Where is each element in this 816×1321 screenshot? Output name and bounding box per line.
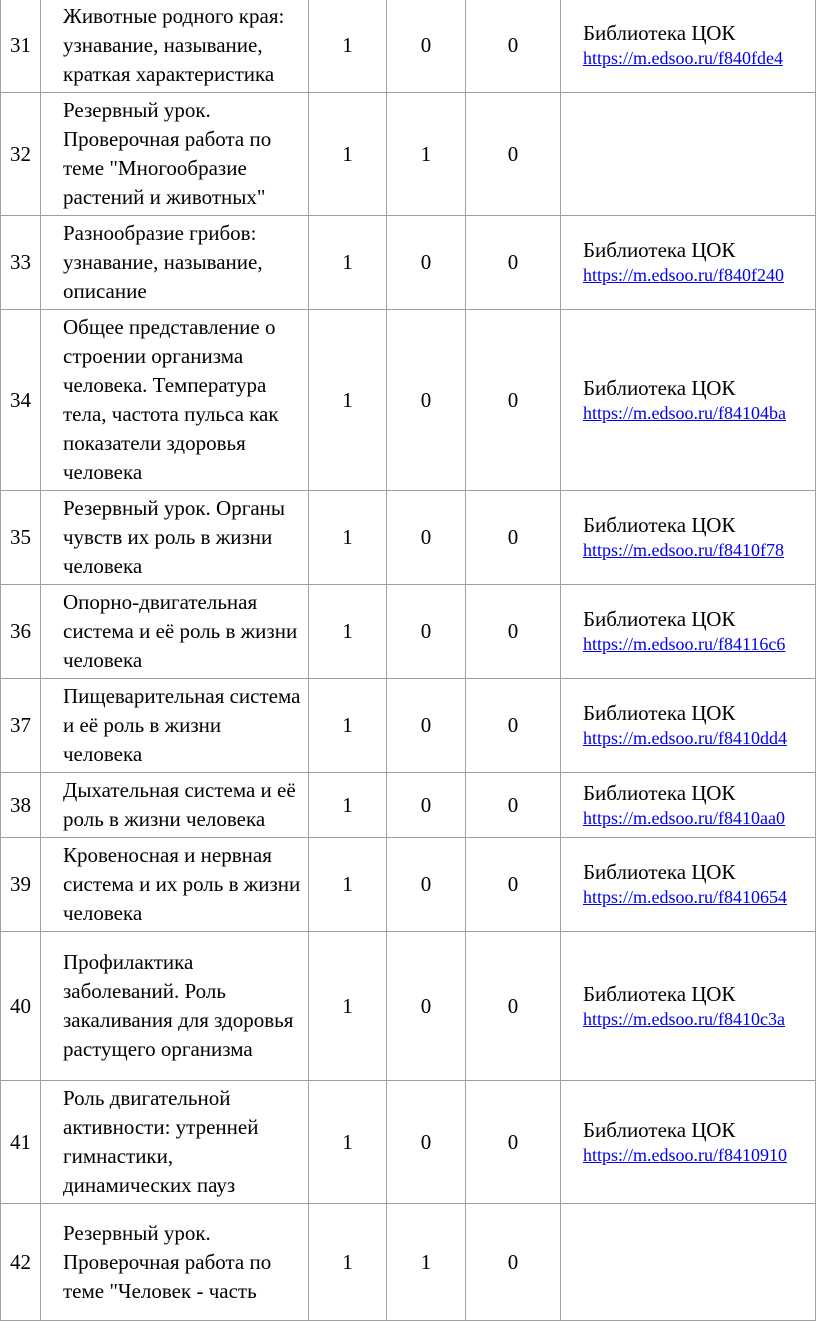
resource-cell: [561, 216, 816, 310]
practice-hours: 0: [466, 93, 561, 216]
test-hours: 0: [387, 491, 466, 585]
lesson-number: 37: [1, 679, 41, 773]
total-hours: 1: [309, 1081, 387, 1204]
practice-hours: 0: [466, 0, 561, 93]
lesson-topic: Кровеносная и нервная система и их роль в жизни человека: [41, 838, 309, 932]
total-hours: 1: [309, 0, 387, 93]
table-row: [1, 585, 816, 679]
lesson-number: 42: [1, 1204, 41, 1321]
total-hours: 1: [309, 773, 387, 838]
total-hours: 1: [309, 216, 387, 310]
practice-hours: 0: [466, 773, 561, 838]
resource-cell: [561, 679, 816, 773]
resource-library-label: Библиотека ЦОК: [583, 607, 736, 631]
table-row: [1, 932, 816, 1081]
lesson-number: 31: [1, 0, 41, 93]
resource-library-label: Библиотека ЦОК: [583, 375, 736, 400]
table-row: [1, 838, 816, 932]
resource-link[interactable]: https://m.edsoo.ru/f840fde4: [583, 48, 783, 68]
lesson-topic: Профилактика заболеваний. Роль закаливания для здоровья растущего организма: [41, 932, 309, 1081]
resource-cell: [561, 0, 816, 93]
resource-link[interactable]: https://m.edsoo.ru/f8410f78: [583, 540, 784, 560]
lesson-topic: Пищеварительная система и её роль в жизни человека: [41, 679, 309, 773]
practice-hours: 0: [466, 679, 561, 773]
practice-hours: 0: [466, 932, 561, 1081]
resource-cell: [561, 773, 816, 838]
lesson-topic: Общее представление о строении организма человека. Температура тела, частота пульса как показатели здоровья человека: [41, 310, 309, 491]
table-row: [1, 93, 816, 216]
practice-hours: 0: [466, 491, 561, 585]
practice-hours: 0: [466, 1081, 561, 1204]
lesson-topic: Роль двигательной активности: утренней гимнастики, динамических пауз: [41, 1081, 309, 1204]
test-hours: 1: [387, 93, 466, 216]
test-hours: 0: [387, 773, 466, 838]
lesson-topic: Резервный урок. Органы чувств их роль в жизни человека: [41, 491, 309, 585]
lesson-topic: Резервный урок. Проверочная работа по теме "Человек - часть: [41, 1204, 309, 1321]
resource-cell: [561, 310, 816, 491]
lesson-topic: Животные родного края: узнавание, называние, краткая характеристика: [41, 0, 309, 93]
resource-link[interactable]: https://m.edsoo.ru/f84104ba: [583, 402, 786, 423]
test-hours: 0: [387, 0, 466, 93]
resource-cell: [561, 585, 816, 679]
lesson-number: 34: [1, 310, 41, 491]
resource-library-label: Библиотека ЦОК: [583, 1117, 736, 1142]
lesson-topic: Дыхательная система и её роль в жизни человека: [41, 773, 309, 838]
total-hours: 1: [309, 93, 387, 216]
total-hours: 1: [309, 310, 387, 491]
lesson-number: 32: [1, 93, 41, 216]
lesson-number: 41: [1, 1081, 41, 1204]
test-hours: 0: [387, 932, 466, 1081]
resource-cell: [561, 1204, 816, 1321]
resource-cell: [561, 932, 816, 1081]
resource-library-label: Библиотека ЦОК: [583, 981, 736, 1006]
total-hours: 1: [309, 1204, 387, 1321]
resource-link[interactable]: https://m.edsoo.ru/f840f240: [583, 265, 784, 285]
total-hours: 1: [309, 679, 387, 773]
table-body: [1, 0, 816, 1321]
resource-library-label: Библиотека ЦОК: [583, 780, 736, 805]
test-hours: 1: [387, 1204, 466, 1321]
table-row: [1, 310, 816, 491]
lesson-number: 33: [1, 216, 41, 310]
resource-link[interactable]: https://m.edsoo.ru/f8410aa0: [583, 807, 785, 828]
table-row: [1, 1204, 816, 1321]
lesson-number: 40: [1, 932, 41, 1081]
total-hours: 1: [309, 585, 387, 679]
practice-hours: 0: [466, 838, 561, 932]
table-row: [1, 216, 816, 310]
table-row: [1, 1081, 816, 1204]
resource-link[interactable]: https://m.edsoo.ru/f84116c6: [583, 634, 786, 654]
test-hours: 0: [387, 1081, 466, 1204]
resource-library-label: Библиотека ЦОК: [583, 701, 736, 725]
practice-hours: 0: [466, 1204, 561, 1321]
practice-hours: 0: [466, 216, 561, 310]
resource-library-label: Библиотека ЦОК: [583, 238, 736, 262]
lesson-number: 39: [1, 838, 41, 932]
table-row: [1, 0, 816, 93]
lesson-topic: Опорно-двигательная система и её роль в жизни человека: [41, 585, 309, 679]
resource-library-label: Библиотека ЦОК: [583, 21, 736, 45]
resource-link[interactable]: https://m.edsoo.ru/f8410c3a: [583, 1008, 785, 1029]
resource-cell: [561, 838, 816, 932]
lesson-topic: Резервный урок. Проверочная работа по теме "Многообразие растений и животных": [41, 93, 309, 216]
test-hours: 0: [387, 216, 466, 310]
resource-cell: [561, 93, 816, 216]
resource-cell: [561, 1081, 816, 1204]
resource-library-label: Библиотека ЦОК: [583, 513, 736, 537]
lesson-number: 38: [1, 773, 41, 838]
lesson-number: 35: [1, 491, 41, 585]
table-row: [1, 679, 816, 773]
total-hours: 1: [309, 491, 387, 585]
table-row: [1, 773, 816, 838]
resource-cell: [561, 491, 816, 585]
resource-library-label: Библиотека ЦОК: [583, 860, 736, 884]
table-row: [1, 491, 816, 585]
test-hours: 0: [387, 838, 466, 932]
test-hours: 0: [387, 310, 466, 491]
total-hours: 1: [309, 838, 387, 932]
practice-hours: 0: [466, 310, 561, 491]
total-hours: 1: [309, 932, 387, 1081]
resource-link[interactable]: https://m.edsoo.ru/f8410dd4: [583, 728, 787, 748]
practice-hours: 0: [466, 585, 561, 679]
resource-link[interactable]: https://m.edsoo.ru/f8410910: [583, 1144, 787, 1165]
test-hours: 0: [387, 585, 466, 679]
resource-link[interactable]: https://m.edsoo.ru/f8410654: [583, 887, 787, 907]
test-hours: 0: [387, 679, 466, 773]
lesson-number: 36: [1, 585, 41, 679]
lesson-topic: Разнообразие грибов: узнавание, называние, описание: [41, 216, 309, 310]
